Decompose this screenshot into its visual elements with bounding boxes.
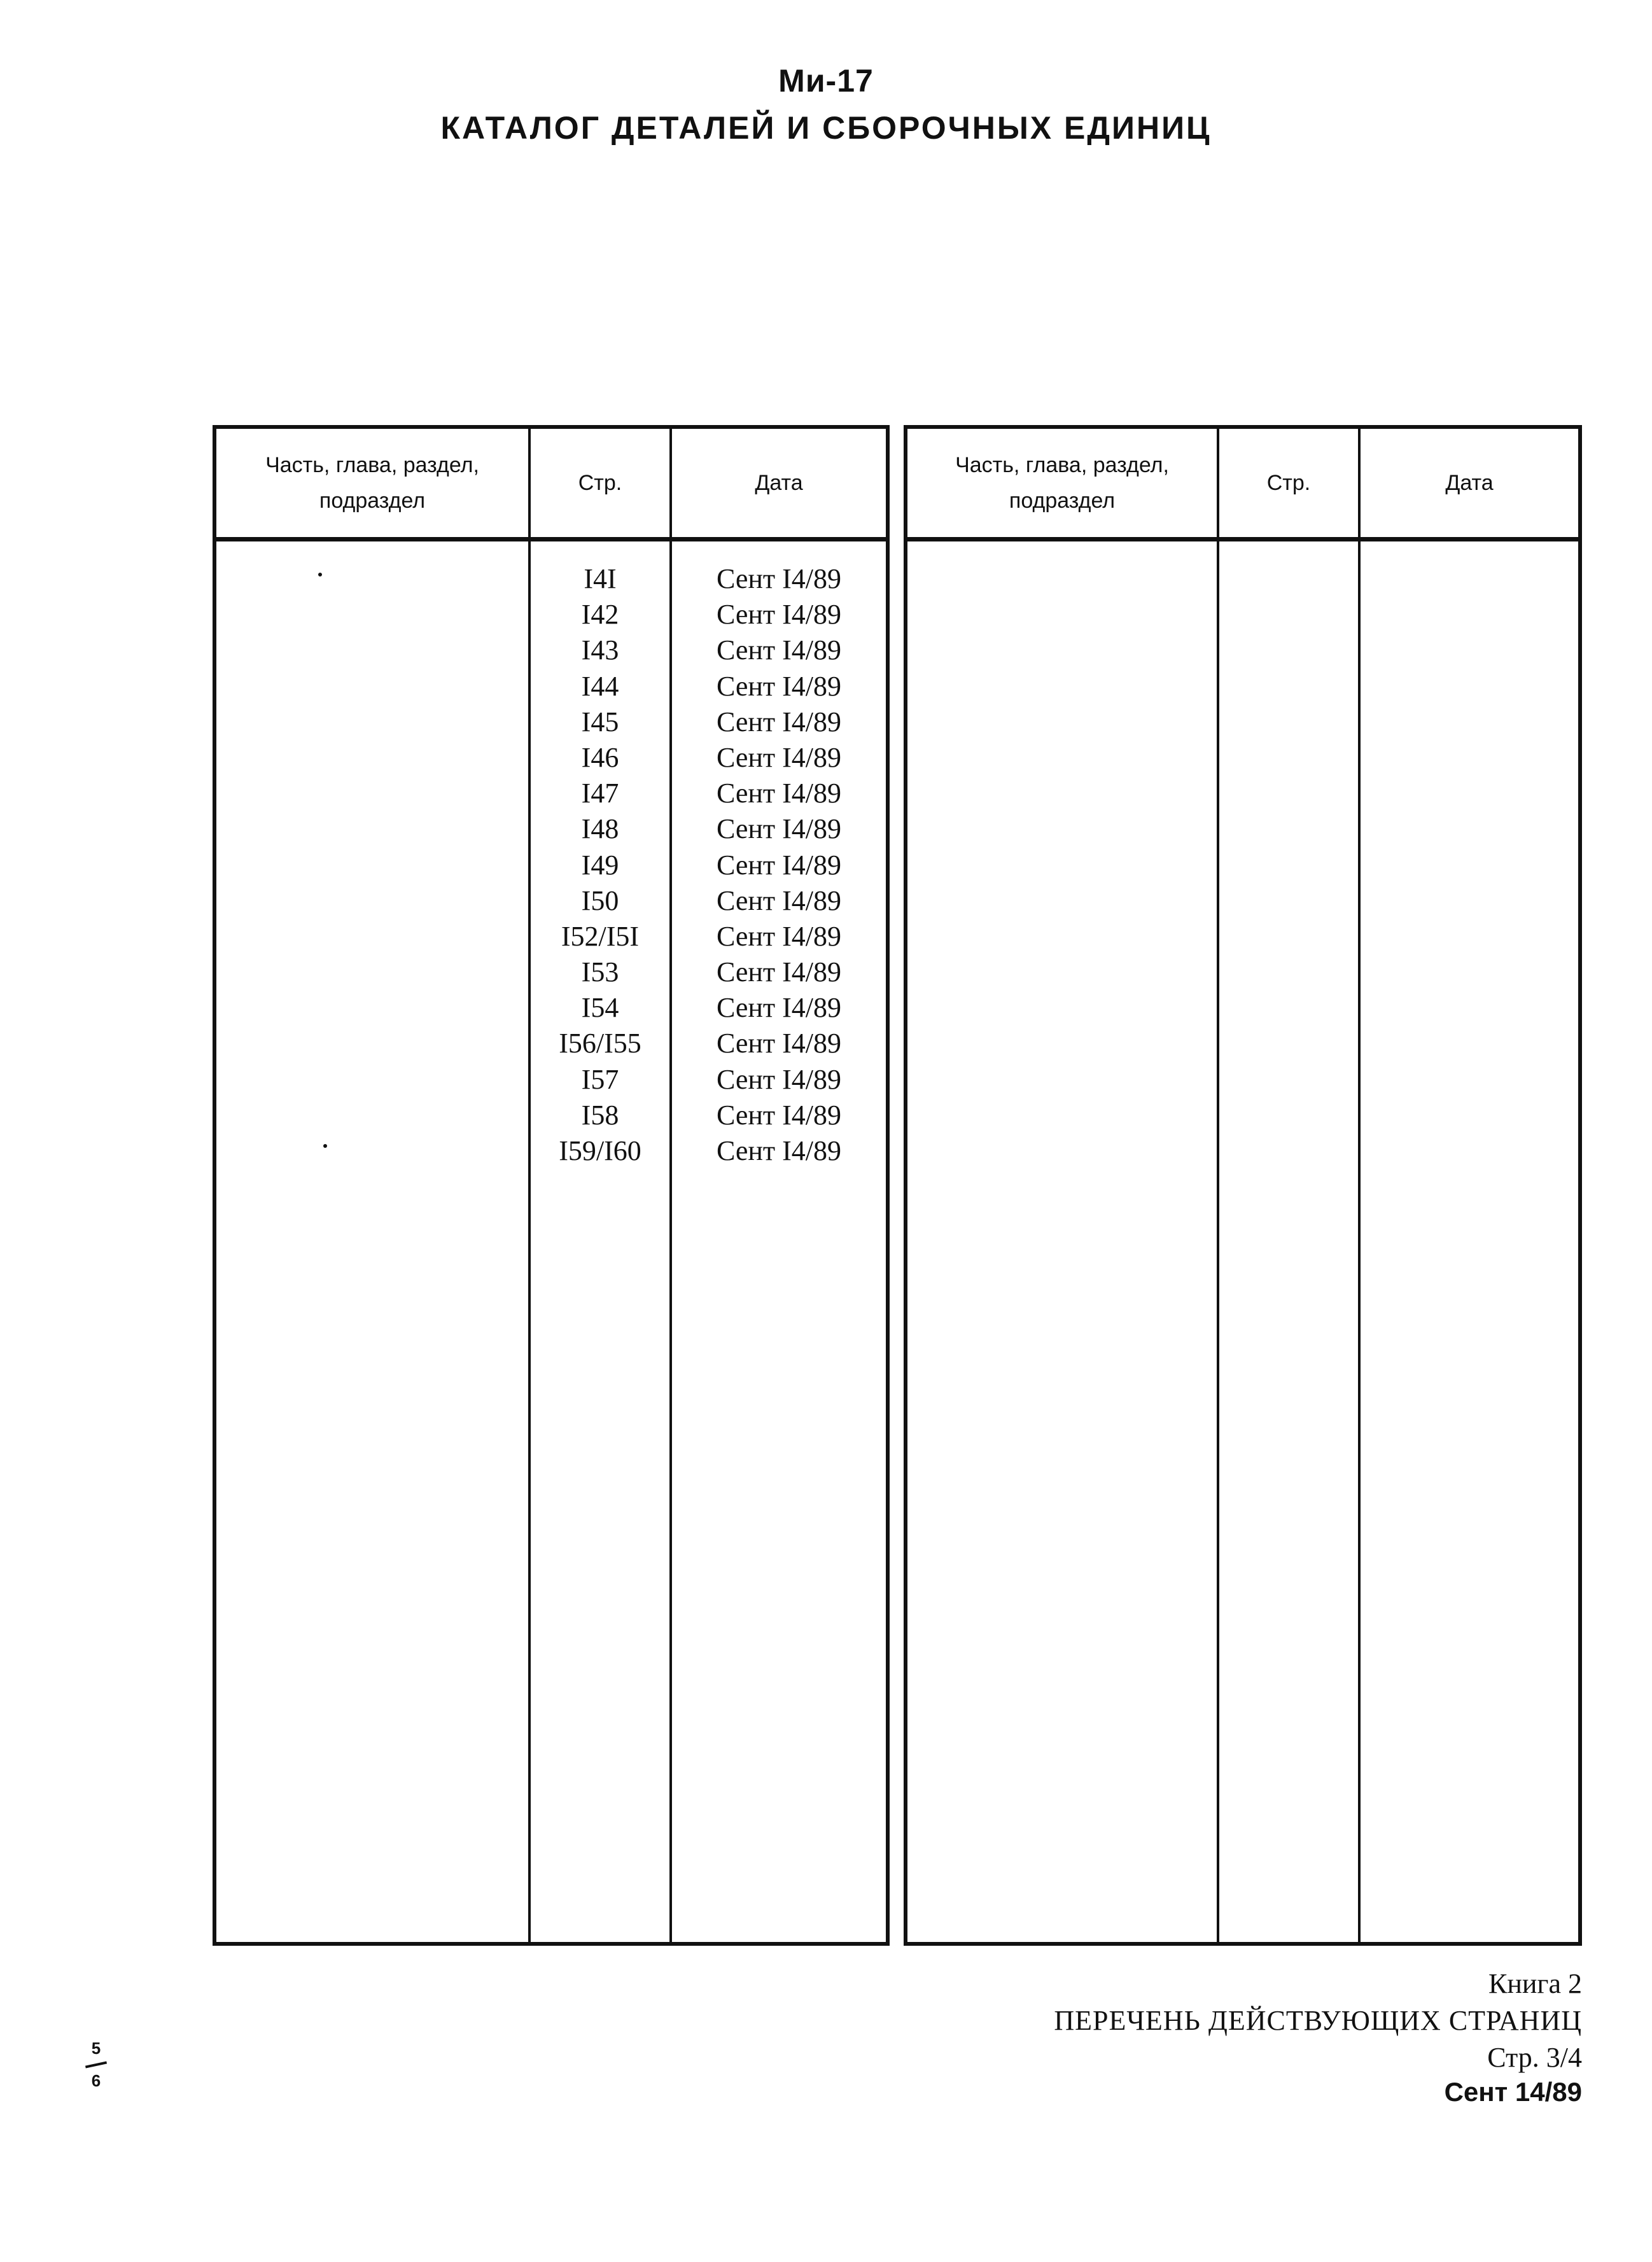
col-header-page: Стр.	[1266, 471, 1311, 495]
row-page: I48	[581, 813, 619, 845]
row-page: I56/I55	[559, 1028, 641, 1059]
table-row	[216, 849, 886, 884]
row-page: I47	[581, 778, 619, 809]
row-date: Сент I4/89	[716, 884, 842, 916]
table-row	[216, 1063, 886, 1099]
row-page: I4I	[584, 563, 617, 594]
row-page: I46	[581, 741, 619, 773]
row-date: Сент I4/89	[716, 599, 842, 631]
row-page: I57	[581, 1063, 619, 1095]
row-page: I45	[581, 706, 619, 737]
row-date: Сент I4/89	[716, 992, 842, 1024]
table-row	[216, 1027, 886, 1063]
row-date: Сент I4/89	[716, 1028, 842, 1059]
pages-table-left	[213, 425, 890, 1946]
row-date: Сент I4/89	[716, 956, 842, 988]
table-row	[216, 562, 886, 598]
row-page: I58	[581, 1099, 619, 1131]
row-date: Сент I4/89	[716, 920, 842, 952]
row-date: Сент I4/89	[716, 1099, 842, 1131]
table-row	[216, 1134, 886, 1170]
row-date: Сент I4/89	[716, 670, 842, 702]
page-mark-slash	[85, 2062, 107, 2069]
page-mark-top: 5	[91, 2039, 101, 2058]
row-page: I44	[581, 670, 619, 702]
page-mark-bottom: 6	[91, 2071, 101, 2090]
row-date: Сент I4/89	[716, 741, 842, 773]
row-page: I54	[581, 992, 619, 1024]
col-header-section: Часть, глава, раздел, подраздел	[955, 453, 1169, 513]
document-code: Ми-17	[778, 63, 874, 99]
row-page: I42	[581, 599, 619, 631]
table-row	[216, 991, 886, 1027]
table-row	[216, 706, 886, 741]
row-date: Сент I4/89	[716, 634, 842, 666]
col-header-section: Часть, глава, раздел, подраздел	[265, 453, 479, 513]
column-divider	[1217, 429, 1219, 1942]
table-body	[216, 562, 886, 1170]
footer-book: Книга 2	[1488, 1968, 1582, 1999]
row-page: I49	[581, 849, 619, 881]
table-row	[216, 1099, 886, 1134]
table-row	[216, 884, 886, 920]
page-mark	[80, 2039, 112, 2091]
pages-table-right	[904, 425, 1582, 1946]
table-row	[216, 777, 886, 813]
col-header-page: Стр.	[578, 471, 622, 495]
row-page: I59/I60	[559, 1135, 641, 1166]
table-row	[216, 920, 886, 956]
row-date: Сент I4/89	[716, 1135, 842, 1166]
row-date: Сент I4/89	[716, 778, 842, 809]
footer-date: Сент 14/89	[1444, 2077, 1582, 2107]
row-page: I53	[581, 956, 619, 988]
row-date: Сент I4/89	[716, 706, 842, 737]
table-row	[216, 956, 886, 991]
table-row	[216, 741, 886, 777]
row-date: Сент I4/89	[716, 1063, 842, 1095]
row-page: I52/I5I	[561, 920, 640, 952]
col-header-date: Дата	[755, 471, 803, 495]
table-row	[216, 598, 886, 634]
row-date: Сент I4/89	[716, 813, 842, 845]
col-header-date: Дата	[1445, 471, 1494, 495]
row-date: Сент I4/89	[716, 849, 842, 881]
table-row	[216, 670, 886, 706]
table-row	[216, 634, 886, 669]
row-page: I50	[581, 884, 619, 916]
header-separator	[216, 537, 886, 541]
document-title: КАТАЛОГ ДЕТАЛЕЙ И СБОРОЧНЫХ ЕДИНИЦ	[440, 110, 1212, 146]
footer-title: ПЕРЕЧЕНЬ ДЕЙСТВУЮЩИХ СТРАНИЦ	[1054, 2005, 1582, 2036]
table-row	[216, 813, 886, 848]
footer-page: Стр. 3/4	[1487, 2042, 1582, 2073]
header-separator	[907, 537, 1578, 541]
column-divider	[1358, 429, 1361, 1942]
row-date: Сент I4/89	[716, 563, 842, 594]
row-page: I43	[581, 634, 619, 666]
